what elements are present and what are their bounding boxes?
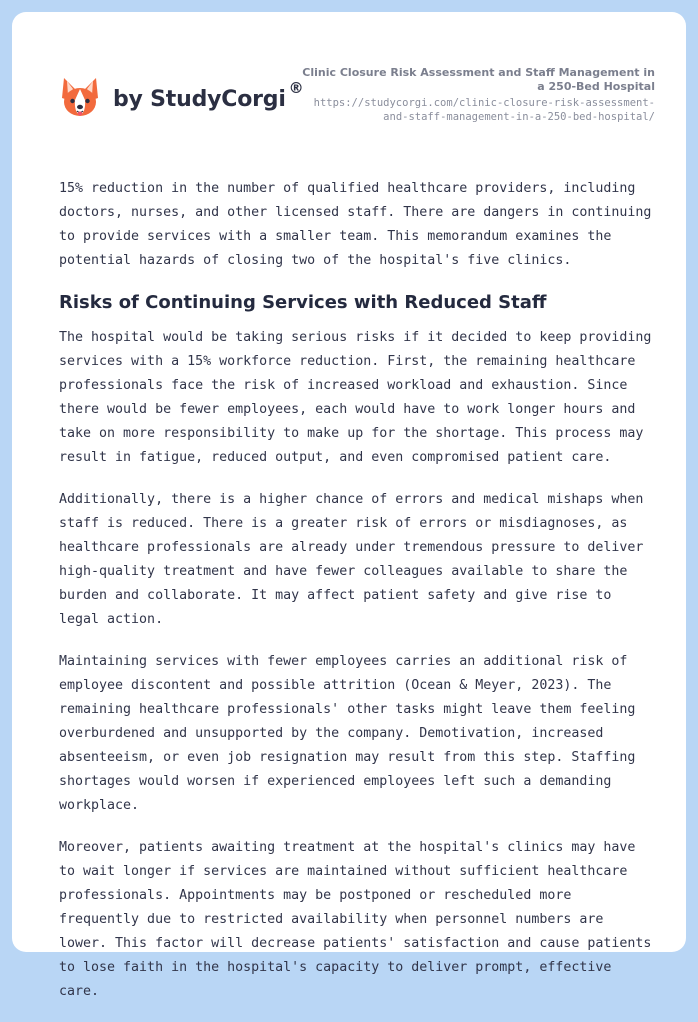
document-meta xyxy=(295,66,655,124)
brand-name: by StudyCorgi xyxy=(113,86,286,112)
document-title: Clinic Closure Risk Assessment and Staff Management in a 250-Bed Hospital xyxy=(302,66,655,93)
document-body xyxy=(59,177,659,1022)
body-paragraph: Maintaining services with fewer employees carries an additional risk of employee discontent and possible attrition (Ocean & Meyer, 2023). The remaining healthcare professionals' other tasks might leave them feeling overburdened and unsupported by the company. Demotivation, increased absenteeism, or even job resignation may result from this step. Staffing shortages would worsen if experienced employees left such a demanding workplace. xyxy=(59,654,636,813)
body-paragraph: Additionally, there is a higher chance of errors and medical mishaps when staff is reduced. There is a greater risk of errors or misdiagnoses, as healthcare professionals are already under tremendous pressure to deliver high-quality treatment and have fewer colleagues available to share the burden and collaborate. It may affect patient safety and give rise to legal action. xyxy=(59,492,644,627)
body-paragraph: The hospital would be taking serious risks if it decided to keep providing services with a 15% workforce reduction. First, the remaining healthcare professionals face the risk of increased workload and exhaustion. Since there would be fewer employees, each would have to work longer hours and take on more responsibility to make up for the shortage. This process may result in fatigue, reduced output, and even compromised patient care. xyxy=(59,330,652,465)
document-url[interactable]: https://studycorgi.com/clinic-closure-risk-assessment-and-staff-management-in-a-250-bed-hospital/ xyxy=(313,97,655,123)
page-header xyxy=(12,12,686,142)
intro-paragraph: 15% reduction in the number of qualified healthcare providers, including doctors, nurses, and other licensed staff. There are dangers in continuing to provide services with a smaller team. This memorandum examines the potential hazards of closing two of the hospital's five clinics. xyxy=(59,181,652,268)
studycorgi-logo[interactable] xyxy=(60,76,304,120)
registered-mark: ® xyxy=(288,79,304,97)
section-heading: Risks of Continuing Services with Reduced Staff xyxy=(59,292,547,313)
corgi-icon xyxy=(60,76,100,120)
document-page xyxy=(12,12,686,999)
body-paragraph: Moreover, patients awaiting treatment at the hospital's clinics may have to wait longer if services are maintained without sufficient healthcare professionals. Appointments may be postponed or rescheduled more frequently due to restricted availability when personnel numbers are lower. This factor will decrease patients' satisfaction and cause patients to lose faith in the hospital's capacity to deliver prompt, effective care. xyxy=(59,840,652,999)
